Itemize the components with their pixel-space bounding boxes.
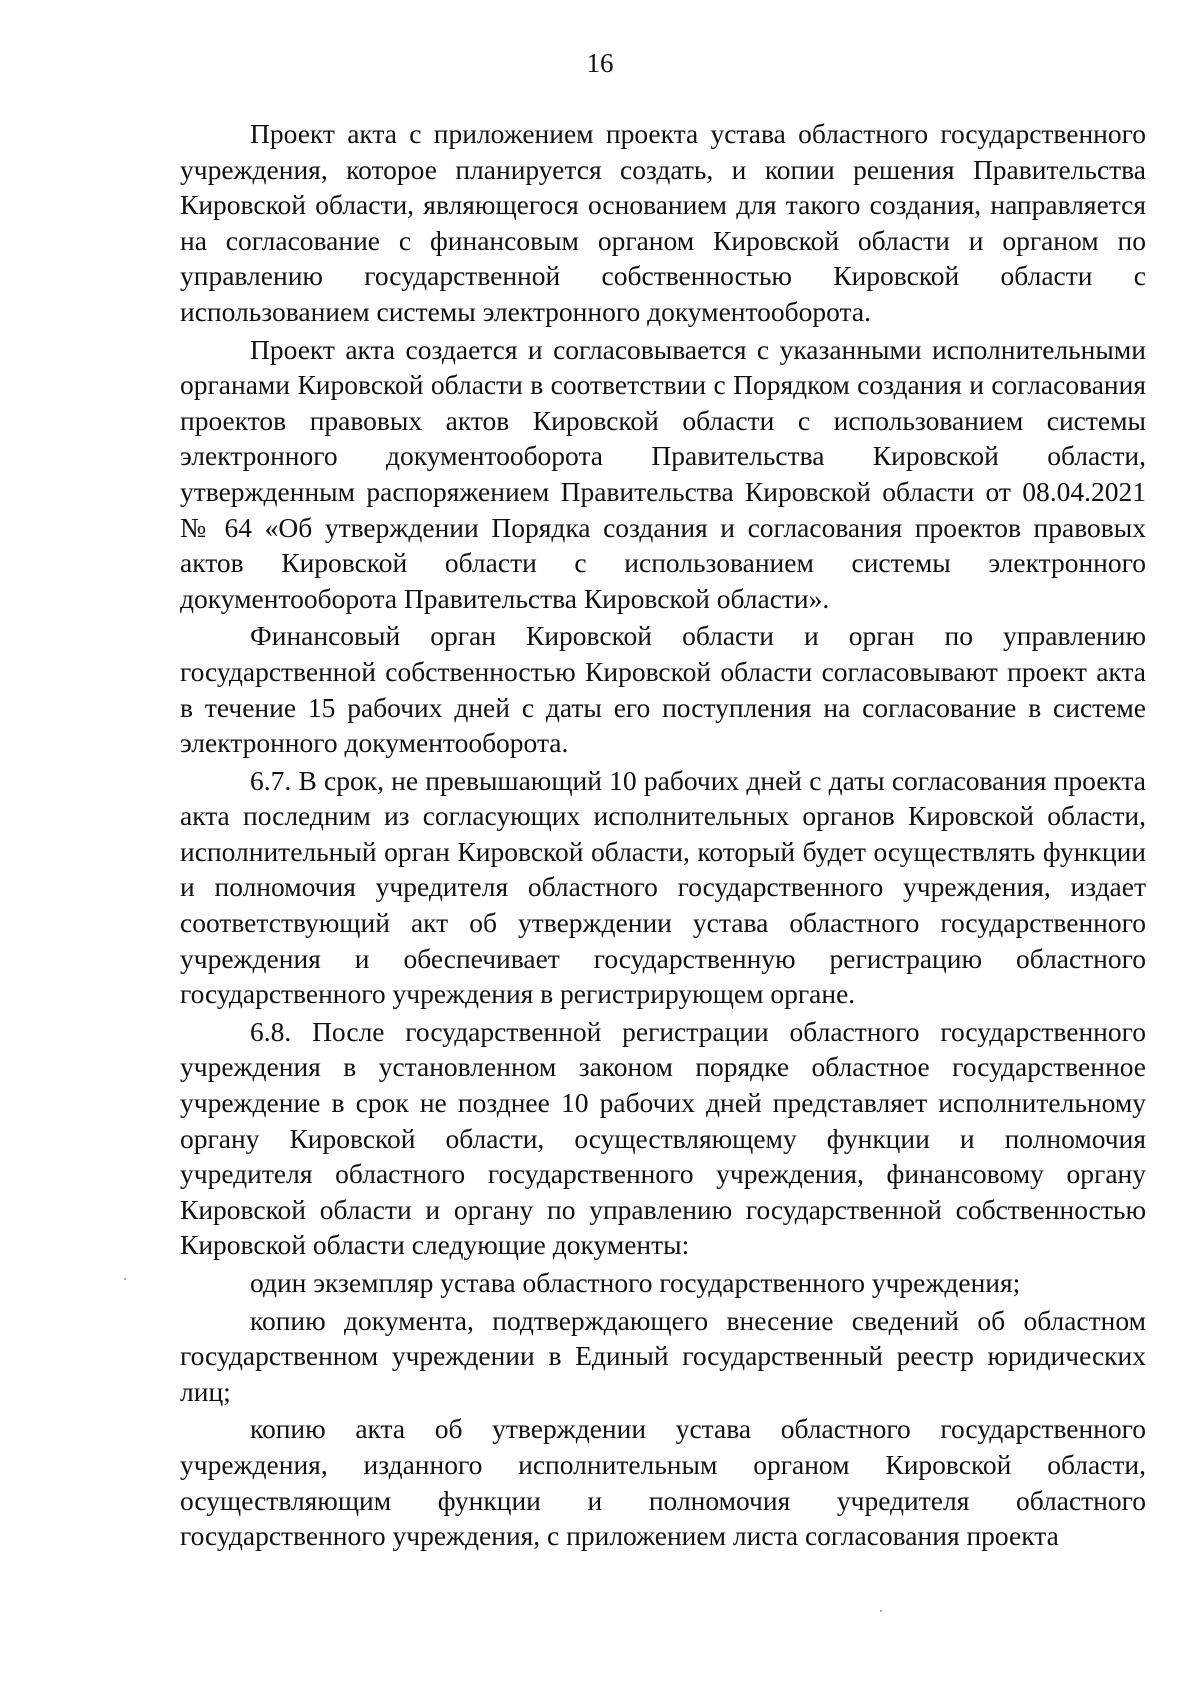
paragraph-project-act-approval: Проект акта с приложением проекта устава областного государственного учреждения, которое планируется создать, и копии решения Правительства Кировской области, являющегося основанием для такого создания, направляется на согласование с финансовым органом Кировской области и органом по управлению государственной собственностью Кировской области с использованием системы электронного документооборота. xyxy=(180,118,1146,327)
document-body xyxy=(180,116,1146,1556)
list-item-charter-act-copy: копию акта об утверждении устава областного государственного учреждения, изданного исполнительным органом Кировской области, осуществляющим функции и полномочия учредителя областного государственного учреждения, с приложением листа согласования проекта xyxy=(180,1413,1146,1552)
paragraph-clause-6-7: 6.7. В срок, не превышающий 10 рабочих дней с даты согласования проекта акта последним из согласующих исполнительных органов Кировской области, исполнительный орган Кировской области, который будет осуществлять функции и полномочия учредителя областного государственного учреждения, издает соответствующий акт об утверждении устава областного государственного учреждения и обеспечивает государственную регистрацию областного государственного учреждения в регистрирующем органе. xyxy=(180,764,1146,1010)
paragraph-clause-6-8: 6.8. После государственной регистрации областного государственного учреждения в установленном законом порядке областное государственное учреждение в срок не позднее 10 рабочих дней представляет исполнительному органу Кировской области, осуществляющему функции и полномочия учредителя областного государственного учреждения, финансовому органу Кировской области и органу по управлению государственной собственностью Кировской области следующие документы: xyxy=(180,1015,1146,1261)
scan-speck xyxy=(124,1278,126,1280)
list-item-registry-document: копию документа, подтверждающего внесение сведений об областном государственном учреждении в Единый государственный реестр юридических лиц; xyxy=(180,1304,1146,1407)
paragraph-project-act-creation: Проект акта создается и согласовывается с указанными исполнительными органами Кировской области в соответствии с Порядком создания и согласования проектов правовых актов Кировской области с использованием системы электронного документооборота Правительства Кировской области, утвержденным распоряжением Правительства Кировской области от 08.04.2021 № 64 «Об утверждении Порядка создания и согласования проектов правовых актов Кировской области с использованием системы электронного документооборота Правительства Кировской области». xyxy=(180,333,1146,614)
page-number: 16 xyxy=(586,48,614,78)
scan-speck xyxy=(880,1610,882,1612)
list-item-charter-copy: один экземпляр устава областного государственного учреждения; xyxy=(250,1267,1021,1298)
paragraph-financial-body-approval: Финансовый орган Кировской области и орган по управлению государственной собственностью Кировской области согласовывают проект акта в течение 15 рабочих дней с даты его поступления на согласование в системе электронного документооборота. xyxy=(180,620,1146,759)
